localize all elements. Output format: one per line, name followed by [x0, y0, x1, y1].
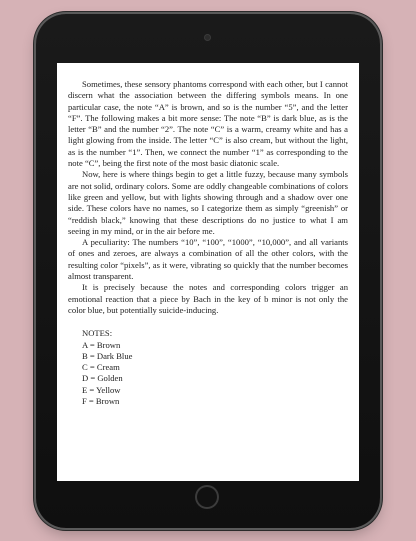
tablet-device	[36, 14, 380, 528]
notes-list	[82, 340, 348, 408]
paragraph-2: Now, here is where things begin to get a little fuzzy, because many symbols are not solid, ordinary colors. Some are oddly changeable combinations of colors like green and yellow, but with lights showing through and a shadow over one side. These colors have no names, so I categorize them as simply “greenish” or “reddish black,” knowing that these descriptions do no justice to what I am seeing in my mind, or in the air before me.	[68, 169, 348, 236]
paragraph-3: A peculiarity: The numbers “10”, “100”, “1000”, “10,000”, and all variants of ones and zeroes, are always a combination of all the other colors, with the resulting color “pixels”, as it were, vibrating so quickly that the number becomes almost transparent.	[68, 237, 348, 282]
notes-section	[82, 328, 348, 407]
ebook-page[interactable]	[57, 63, 359, 481]
note-item-d: D = Golden	[82, 373, 123, 384]
notes-heading: NOTES:	[82, 328, 113, 339]
note-item-b: B = Dark Blue	[82, 350, 133, 361]
paragraph-1: Sometimes, these sensory phantoms correspond with each other, but I cannot discern what the association between the differing symbols means. In one particular case, the note “A” is brown, and so is the number “5”, and the letter “F”. The following makes a bit more sense: The note “B” is dark blue, as is the letter “B” and the number “2”. The note “C” is a warm, creamy white and has a light glowing from the inside. The letter “C” is also cream, but without the light, as is the number “1”. Then, we connect the number “1” as corresponding to the note “C”, being the first note of the most basic diatonic scale.	[68, 79, 348, 169]
front-camera	[204, 34, 211, 41]
note-item-c: C = Cream	[82, 362, 120, 373]
note-item-f: F = Brown	[82, 396, 120, 407]
paragraph-4: It is precisely because the notes and corresponding colors trigger an emotional reaction that a piece by Bach in the key of b minor is not only the color blue, but potentially suicide-inducing.	[68, 282, 348, 315]
page-text	[68, 79, 348, 407]
note-item-e: E = Yellow	[82, 384, 121, 395]
note-item-a: A = Brown	[82, 339, 121, 350]
home-button[interactable]	[195, 485, 219, 509]
